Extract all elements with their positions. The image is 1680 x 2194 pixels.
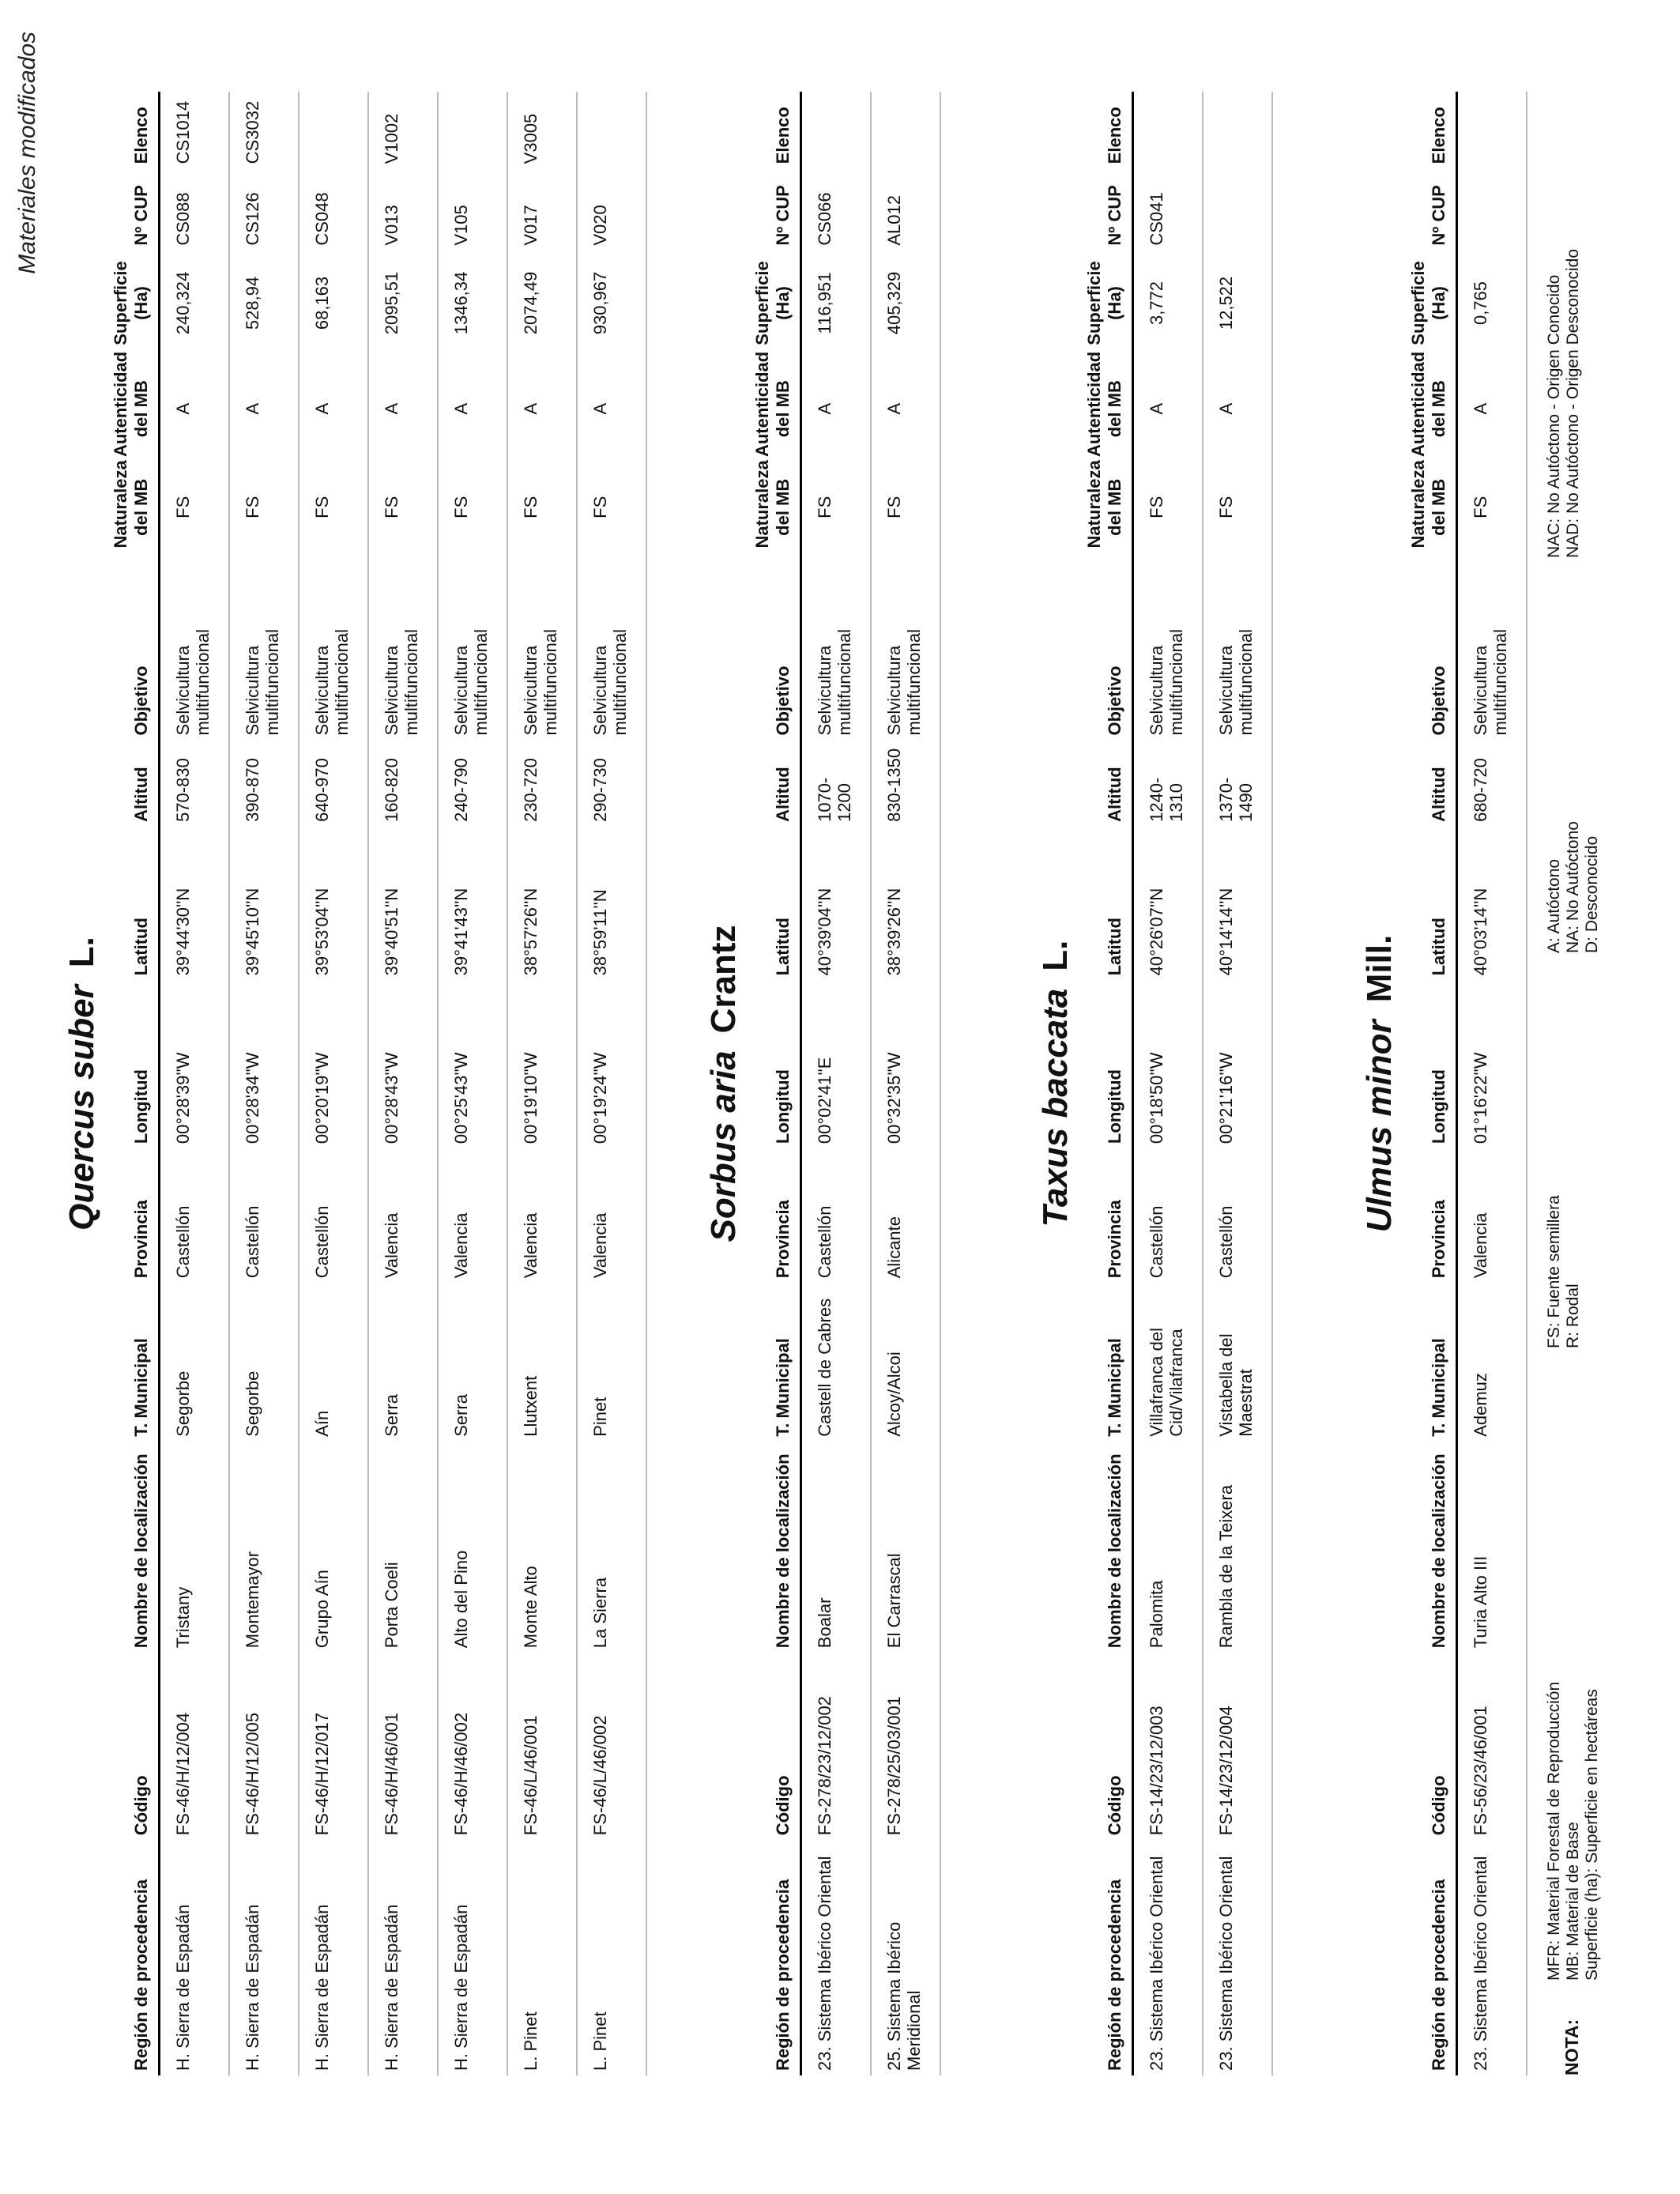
- table-cell: 39°44'30''N: [160, 827, 230, 980]
- table-cell: Castellón: [1203, 1148, 1272, 1283]
- table-cell: V020: [577, 168, 646, 250]
- table-cell: 23. Sistema Ibérico Oriental: [801, 1840, 872, 2075]
- table-cell: 00°28'34''W: [229, 980, 299, 1148]
- table-cell: Valencia: [577, 1148, 646, 1283]
- column-header: Altitud: [752, 741, 801, 827]
- table-cell: 640-970: [299, 741, 368, 827]
- table-cell: A: [229, 356, 299, 462]
- table-cell: La Sierra: [577, 1442, 646, 1653]
- table-cell: FS-46/H/12/017: [299, 1653, 368, 1840]
- table-cell: 405,329: [871, 251, 940, 356]
- column-header: Elenco: [1084, 92, 1133, 168]
- notes-label: NOTA:: [1561, 2019, 1582, 2075]
- table-header-row: [111, 92, 160, 2075]
- column-header: Altitud: [111, 741, 160, 827]
- table-cell: 39°53'04''N: [299, 827, 368, 980]
- table-cell: L. Pinet: [577, 1840, 646, 2075]
- table-cell: AL012: [871, 168, 940, 250]
- table-cell: Montemayor: [229, 1442, 299, 1653]
- table-cell: FS-56/23/46/001: [1457, 1653, 1527, 1840]
- column-header: Longitud: [111, 980, 160, 1148]
- table-row: [229, 92, 299, 2075]
- species-block: [62, 92, 647, 2075]
- table-cell: 00°19'10''W: [507, 980, 577, 1148]
- column-header: Nº CUP: [111, 168, 160, 250]
- table-cell: 00°25'43''W: [438, 980, 507, 1148]
- table-cell: 23. Sistema Ibérico Oriental: [1203, 1840, 1272, 2075]
- table-cell: CS041: [1133, 168, 1203, 250]
- notes-col-4: [1545, 249, 1583, 558]
- column-header: Longitud: [1408, 980, 1457, 1148]
- column-header: Objetivo: [752, 553, 801, 741]
- column-header: Naturaleza del MB: [752, 462, 801, 552]
- column-header: Nº CUP: [1084, 168, 1133, 250]
- table-cell: Villafranca del Cid/Vilafranca: [1133, 1283, 1203, 1442]
- table-cell: Selvicultura multifuncional: [507, 553, 577, 741]
- table-cell: 2095,51: [368, 251, 438, 356]
- table-cell: Segorbe: [160, 1283, 230, 1442]
- table-cell: A: [299, 356, 368, 462]
- table-cell: Selvicultura multifuncional: [438, 553, 507, 741]
- species-title: [1035, 92, 1076, 2075]
- table-cell: Palomita: [1133, 1442, 1203, 1653]
- table-cell: V3005: [507, 92, 577, 168]
- table-cell: CS088: [160, 168, 230, 250]
- table-cell: CS126: [229, 168, 299, 250]
- table-cell: FS: [160, 462, 230, 552]
- table-cell: [438, 92, 507, 168]
- column-header: Nombre de localización: [111, 1442, 160, 1653]
- table-cell: 39°45'10''N: [229, 827, 299, 980]
- column-header: Latitud: [1084, 827, 1133, 980]
- column-header: Objetivo: [111, 553, 160, 741]
- note-line: MFR: Material Forestal de Reproducción: [1545, 1681, 1563, 1981]
- column-header: Superficie (Ha): [1408, 251, 1457, 356]
- note-line: NAD: No Autóctono - Origen Desconocido: [1564, 248, 1582, 558]
- table-cell: V1002: [368, 92, 438, 168]
- table-cell: 528,94: [229, 251, 299, 356]
- table-cell: 68,163: [299, 251, 368, 356]
- table-cell: 40°39'04''N: [801, 827, 872, 980]
- table-cell: FS: [438, 462, 507, 552]
- table-cell: Selvicultura multifuncional: [160, 553, 230, 741]
- table-cell: Selvicultura multifuncional: [1457, 553, 1527, 741]
- table-cell: [1457, 168, 1527, 250]
- table-row: [577, 92, 646, 2075]
- column-header: Provincia: [1408, 1148, 1457, 1283]
- table-cell: Castell de Cabres: [801, 1283, 872, 1442]
- column-header: Provincia: [111, 1148, 160, 1283]
- column-header: Nº CUP: [1408, 168, 1457, 250]
- table-cell: FS: [368, 462, 438, 552]
- table-cell: 12,522: [1203, 251, 1272, 356]
- table-cell: A: [1133, 356, 1203, 462]
- table-cell: FS-46/H/12/005: [229, 1653, 299, 1840]
- table-cell: Selvicultura multifuncional: [1203, 553, 1272, 741]
- table-cell: 40°26'07''N: [1133, 827, 1203, 980]
- table-cell: El Carrascal: [871, 1442, 940, 1653]
- table-cell: 1240-1310: [1133, 741, 1203, 827]
- table-cell: FS-278/25/03/001: [871, 1653, 940, 1840]
- note-line: NA: No Autóctono: [1564, 821, 1582, 953]
- table-cell: 38°39'26''N: [871, 827, 940, 980]
- table-cell: 23. Sistema Ibérico Oriental: [1133, 1840, 1203, 2075]
- table-cell: Valencia: [368, 1148, 438, 1283]
- species-name: Taxus baccata: [1036, 988, 1075, 1227]
- column-header: Naturaleza del MB: [111, 462, 160, 552]
- table-row: [299, 92, 368, 2075]
- table-cell: Monte Alto: [507, 1442, 577, 1653]
- column-header: Autenticidad del MB: [111, 356, 160, 462]
- table-cell: Turia Alto III: [1457, 1442, 1527, 1653]
- table-cell: H. Sierra de Espadán: [160, 1840, 230, 2075]
- species-block: [1359, 92, 1527, 2075]
- table-cell: 23. Sistema Ibérico Oriental: [1457, 1840, 1527, 2075]
- table-cell: 680-720: [1457, 741, 1527, 827]
- table-cell: [871, 92, 940, 168]
- table-cell: 25. Sistema Ibérico Meridional: [871, 1840, 940, 2075]
- table-cell: 00°02'41''E: [801, 980, 872, 1148]
- table-cell: [1133, 92, 1203, 168]
- table-cell: CS1014: [160, 92, 230, 168]
- table-cell: FS: [1133, 462, 1203, 552]
- table-row: [368, 92, 438, 2075]
- table-cell: 1070-1200: [801, 741, 872, 827]
- species-name: Quercus suber: [62, 985, 101, 1231]
- table-cell: [1203, 168, 1272, 250]
- table-cell: FS: [1203, 462, 1272, 552]
- column-header: Latitud: [111, 827, 160, 980]
- table-row: [160, 92, 230, 2075]
- species-title: [1359, 92, 1400, 2075]
- species-author: L.: [62, 937, 101, 968]
- table-row: [1133, 92, 1203, 2075]
- column-header: Nombre de localización: [1408, 1442, 1457, 1653]
- table-cell: Castellón: [299, 1148, 368, 1283]
- column-header: T. Municipal: [111, 1283, 160, 1442]
- table-cell: FS-46/H/12/004: [160, 1653, 230, 1840]
- table-header-row: [1408, 92, 1457, 2075]
- table-cell: Castellón: [801, 1148, 872, 1283]
- table-cell: Castellón: [1133, 1148, 1203, 1283]
- column-header: Código: [111, 1653, 160, 1840]
- table-cell: A: [871, 356, 940, 462]
- table-cell: FS: [801, 462, 872, 552]
- table-cell: Alto del Pino: [438, 1442, 507, 1653]
- column-header: Código: [1408, 1653, 1457, 1840]
- column-header: Latitud: [752, 827, 801, 980]
- species-block: [703, 92, 941, 2075]
- table-cell: Selvicultura multifuncional: [229, 553, 299, 741]
- table-cell: FS-46/L/46/002: [577, 1653, 646, 1840]
- note-line: NAC: No Autóctono - Origen Conocido: [1545, 274, 1563, 558]
- table-cell: Selvicultura multifuncional: [299, 553, 368, 741]
- table-cell: 240,324: [160, 251, 230, 356]
- table-cell: V013: [368, 168, 438, 250]
- column-header: Longitud: [752, 980, 801, 1148]
- species-table: [752, 92, 941, 2075]
- table-cell: H. Sierra de Espadán: [229, 1840, 299, 2075]
- table-cell: CS066: [801, 168, 872, 250]
- column-header: Objetivo: [1084, 553, 1133, 741]
- species-table: [1408, 92, 1527, 2075]
- table-cell: Vistabella del Maestrat: [1203, 1283, 1272, 1442]
- table-cell: Castellón: [160, 1148, 230, 1283]
- species-table: [1084, 92, 1273, 2075]
- table-cell: A: [577, 356, 646, 462]
- column-header: Latitud: [1408, 827, 1457, 980]
- species-block: [1035, 92, 1273, 2075]
- note-line: A: Autóctono: [1545, 858, 1563, 953]
- column-header: Autenticidad del MB: [1084, 356, 1133, 462]
- table-cell: Alicante: [871, 1148, 940, 1283]
- table-cell: 00°32'35''W: [871, 980, 940, 1148]
- column-header: Objetivo: [1408, 553, 1457, 741]
- table-cell: 160-820: [368, 741, 438, 827]
- table-cell: 01°16'22''W: [1457, 980, 1527, 1148]
- table-cell: 1346,34: [438, 251, 507, 356]
- table-cell: Porta Coeli: [368, 1442, 438, 1653]
- table-cell: Selvicultura multifuncional: [368, 553, 438, 741]
- table-cell: A: [1203, 356, 1272, 462]
- table-cell: 0,765: [1457, 251, 1527, 356]
- table-cell: [801, 92, 872, 168]
- column-header: Nombre de localización: [752, 1442, 801, 1653]
- table-cell: FS-46/H/46/002: [438, 1653, 507, 1840]
- column-header: Elenco: [1408, 92, 1457, 168]
- table-cell: 390-870: [229, 741, 299, 827]
- table-cell: 00°19'24''W: [577, 980, 646, 1148]
- table-cell: 830-1350: [871, 741, 940, 827]
- table-row: [1457, 92, 1527, 2075]
- column-header: Región de procedencia: [111, 1840, 160, 2075]
- column-header: Superficie (Ha): [111, 251, 160, 356]
- column-header: Longitud: [1084, 980, 1133, 1148]
- table-cell: FS: [299, 462, 368, 552]
- table-cell: 3,772: [1133, 251, 1203, 356]
- note-line: R: Rodal: [1564, 1284, 1582, 1348]
- table-cell: [1457, 92, 1527, 168]
- table-cell: 230-720: [507, 741, 577, 827]
- table-cell: L. Pinet: [507, 1840, 577, 2075]
- table-cell: 00°28'43''W: [368, 980, 438, 1148]
- table-row: [507, 92, 577, 2075]
- column-header: Nombre de localización: [1084, 1442, 1133, 1653]
- table-cell: 2074,49: [507, 251, 577, 356]
- table-cell: Segorbe: [229, 1283, 299, 1442]
- table-cell: H. Sierra de Espadán: [368, 1840, 438, 2075]
- note-line: FS: Fuente semillera: [1545, 1195, 1563, 1348]
- table-cell: 00°20'19''W: [299, 980, 368, 1148]
- page-header-title: Materiales modificados: [14, 32, 40, 274]
- table-cell: Valencia: [438, 1148, 507, 1283]
- table-row: [438, 92, 507, 2075]
- species-title: [62, 92, 103, 2075]
- table-cell: A: [160, 356, 230, 462]
- column-header: Región de procedencia: [752, 1840, 801, 2075]
- table-cell: 39°41'43''N: [438, 827, 507, 980]
- table-cell: A: [438, 356, 507, 462]
- column-header: Nº CUP: [752, 168, 801, 250]
- table-row: [801, 92, 872, 2075]
- table-cell: Alcoy/Alcoi: [871, 1283, 940, 1442]
- table-header-row: [752, 92, 801, 2075]
- table-cell: 240-790: [438, 741, 507, 827]
- table-cell: V105: [438, 168, 507, 250]
- table-cell: Rambla de la Teixera: [1203, 1442, 1272, 1653]
- column-header: Superficie (Ha): [752, 251, 801, 356]
- table-cell: Selvicultura multifuncional: [871, 553, 940, 741]
- table-cell: A: [801, 356, 872, 462]
- table-cell: FS: [1457, 462, 1527, 552]
- notes-col-1: [1545, 1682, 1602, 1981]
- table-cell: 290-730: [577, 741, 646, 827]
- table-cell: V017: [507, 168, 577, 250]
- table-cell: Pinet: [577, 1283, 646, 1442]
- column-header: Autenticidad del MB: [752, 356, 801, 462]
- table-cell: Castellón: [229, 1148, 299, 1283]
- table-cell: FS-278/23/12/002: [801, 1653, 872, 1840]
- table-cell: Ademuz: [1457, 1283, 1527, 1442]
- column-header: Región de procedencia: [1084, 1840, 1133, 2075]
- note-line: D: Desconocido: [1583, 835, 1601, 953]
- table-cell: Serra: [368, 1283, 438, 1442]
- column-header: Altitud: [1084, 741, 1133, 827]
- table-cell: H. Sierra de Espadán: [299, 1840, 368, 2075]
- species-name: Ulmus minor: [1360, 1020, 1399, 1233]
- table-cell: 00°21'16''W: [1203, 980, 1272, 1148]
- column-header: Autenticidad del MB: [1408, 356, 1457, 462]
- table-cell: 40°03'14''N: [1457, 827, 1527, 980]
- table-cell: FS: [507, 462, 577, 552]
- table-row: [1203, 92, 1272, 2075]
- column-header: Elenco: [752, 92, 801, 168]
- notes-col-2: [1545, 1195, 1583, 1348]
- table-cell: FS: [577, 462, 646, 552]
- table-cell: [299, 92, 368, 168]
- table-cell: 38°57'26''N: [507, 827, 577, 980]
- table-cell: 116,951: [801, 251, 872, 356]
- table-cell: 570-830: [160, 741, 230, 827]
- table-cell: Boalar: [801, 1442, 872, 1653]
- species-author: Crantz: [704, 925, 743, 1034]
- table-cell: FS-46/H/46/001: [368, 1653, 438, 1840]
- column-header: T. Municipal: [752, 1283, 801, 1442]
- table-cell: H. Sierra de Espadán: [438, 1840, 507, 2075]
- table-cell: [577, 92, 646, 168]
- table-cell: 00°18'50''W: [1133, 980, 1203, 1148]
- table-cell: Valencia: [1457, 1148, 1527, 1283]
- column-header: Código: [752, 1653, 801, 1840]
- column-header: Naturaleza del MB: [1084, 462, 1133, 552]
- table-cell: Selvicultura multifuncional: [801, 553, 872, 741]
- table-cell: 38°59'11''N: [577, 827, 646, 980]
- table-cell: Tristany: [160, 1442, 230, 1653]
- species-name: Sorbus aria: [704, 1050, 743, 1242]
- notes-col-3: [1545, 821, 1602, 953]
- species-title: [703, 92, 744, 2075]
- table-cell: CS3032: [229, 92, 299, 168]
- table-cell: A: [1457, 356, 1527, 462]
- table-header-row: [1084, 92, 1133, 2075]
- table-cell: 39°40'51''N: [368, 827, 438, 980]
- column-header: Superficie (Ha): [1084, 251, 1133, 356]
- column-header: Altitud: [1408, 741, 1457, 827]
- column-header: Código: [1084, 1653, 1133, 1840]
- table-cell: CS048: [299, 168, 368, 250]
- table-cell: Aín: [299, 1283, 368, 1442]
- table-cell: Llutxent: [507, 1283, 577, 1442]
- table-cell: 00°28'39''W: [160, 980, 230, 1148]
- table-cell: Grupo Aín: [299, 1442, 368, 1653]
- table-cell: Selvicultura multifuncional: [1133, 553, 1203, 741]
- note-line: MB: Material de Base: [1564, 1822, 1582, 1981]
- species-author: Mill.: [1360, 934, 1399, 1003]
- species-table: [111, 92, 647, 2075]
- column-header: Elenco: [111, 92, 160, 168]
- table-cell: A: [368, 356, 438, 462]
- column-header: Naturaleza del MB: [1408, 462, 1457, 552]
- column-header: Región de procedencia: [1408, 1840, 1457, 2075]
- table-cell: 930,967: [577, 251, 646, 356]
- table-cell: FS: [871, 462, 940, 552]
- table-cell: Valencia: [507, 1148, 577, 1283]
- table-cell: FS-14/23/12/004: [1203, 1653, 1272, 1840]
- column-header: Provincia: [752, 1148, 801, 1283]
- table-cell: FS-46/L/46/001: [507, 1653, 577, 1840]
- table-cell: 1370-1490: [1203, 741, 1272, 827]
- table-cell: Selvicultura multifuncional: [577, 553, 646, 741]
- species-author: L.: [1036, 940, 1075, 971]
- column-header: T. Municipal: [1408, 1283, 1457, 1442]
- table-cell: 40°14'14''N: [1203, 827, 1272, 980]
- table-cell: [1203, 92, 1272, 168]
- column-header: T. Municipal: [1084, 1283, 1133, 1442]
- table-cell: A: [507, 356, 577, 462]
- table-cell: Serra: [438, 1283, 507, 1442]
- table-cell: FS-14/23/12/003: [1133, 1653, 1203, 1840]
- note-line: Superficie (ha): Superficie en hectáreas: [1583, 1689, 1601, 1981]
- table-cell: FS: [229, 462, 299, 552]
- table-row: [871, 92, 940, 2075]
- column-header: Provincia: [1084, 1148, 1133, 1283]
